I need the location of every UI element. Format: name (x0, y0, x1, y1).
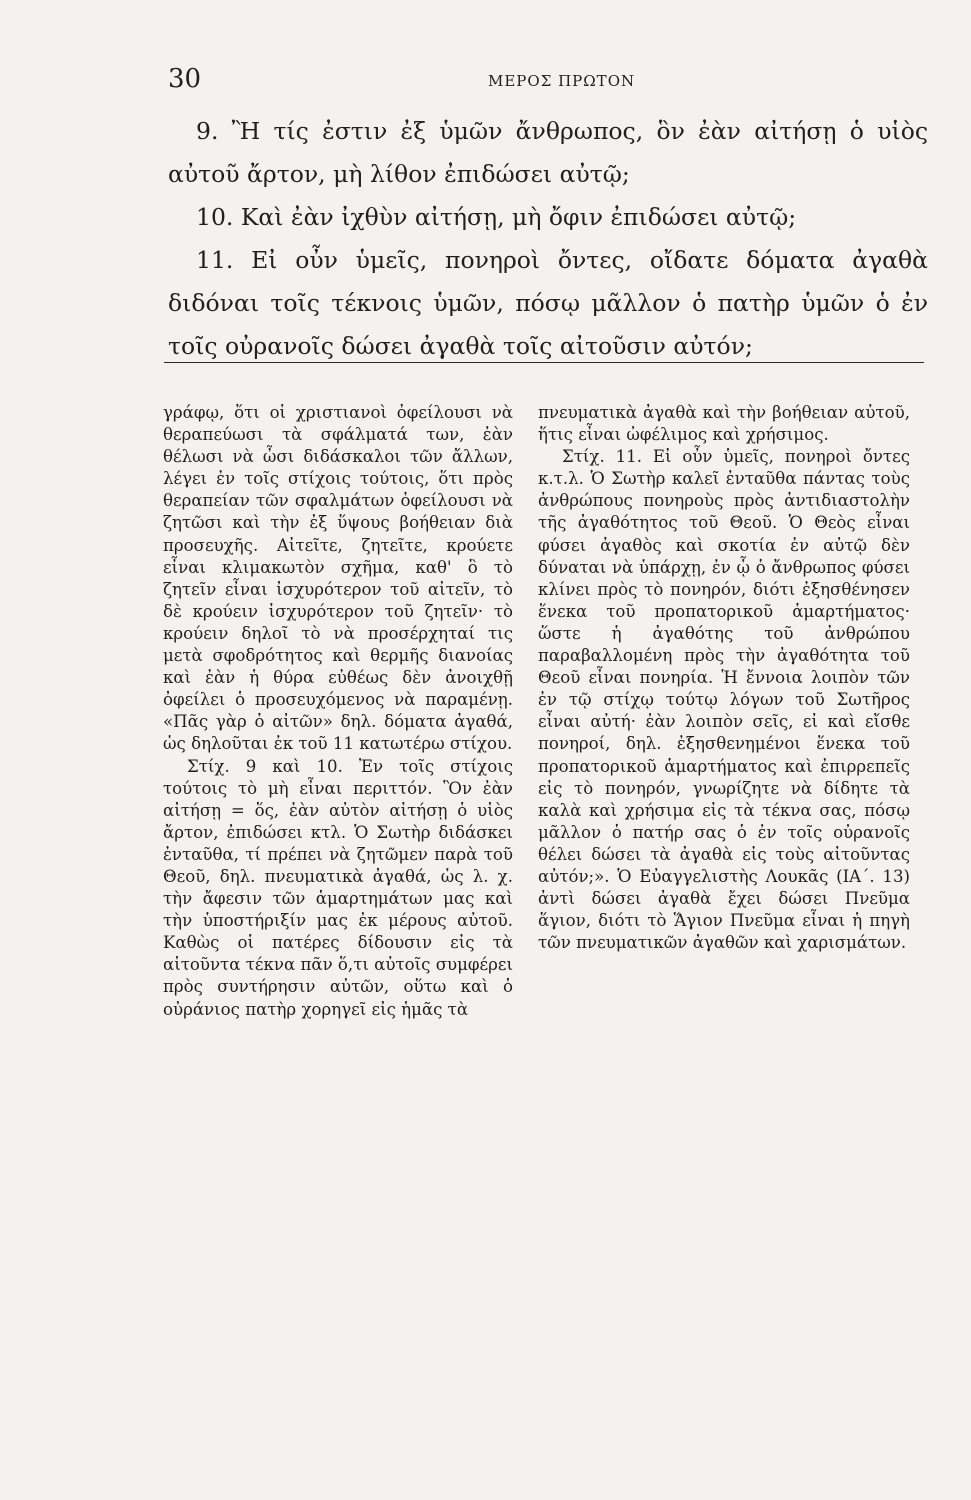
scripture-verses (168, 110, 928, 368)
commentary-right-column (538, 402, 910, 954)
verse-11: 11. Εἰ οὖν ὑμεῖς, πονηροὶ ὄντες, οἴδατε δόματα ἀγαθὰ διδόναι τοῖς τέκνοις ὑμῶν, πόσῳ μᾶλλον ὁ πατὴρ ὑμῶν ὁ ἐν τοῖς οὐρανοῖς δώσει ἀγαθὰ τοῖς αἰτοῦσιν αὐτόν; (168, 246, 928, 360)
verse-10: 10. Καὶ ἐὰν ἰχθὺν αἰτήσῃ, μὴ ὄφιν ἐπιδώσει αὐτῷ; (196, 203, 797, 231)
commentary-left-column (163, 402, 513, 1021)
commentary-paragraph: πνευματικὰ ἀγαθὰ καὶ τὴν βοήθειαν αὐτοῦ, ἥτις εἶναι ὠφέλιμος καὶ χρήσιμος. (538, 403, 910, 445)
verse-9: 9. Ἢ τίς ἐστιν ἐξ ὑμῶν ἄνθρωπος, ὃν ἐὰν αἰτήσῃ ὁ υἱὸς αὐτοῦ ἄρτον, μὴ λίθον ἐπιδώσει αὐτῷ; (168, 117, 928, 188)
commentary-paragraph: Στίχ. 11. Εἰ οὖν ὑμεῖς, πονηροὶ ὄντες κ.τ.λ. Ὁ Σωτὴρ καλεῖ ἐνταῦθα πάντας τοὺς ἀνθρώπους πονηροὺς πρὸς ἀντιδιαστολὴν τῆς ἀγαθότητος τοῦ Θεοῦ. Ὁ Θεὸς εἶναι φύσει ἀγαθὸς καὶ σκοτία ἐν αὐτῷ δὲν δύναται νὰ ὑπάρχῃ, ἐν ᾧ ὁ ἄνθρωπος φύσει κλίνει πρὸς τὸ πονηρόν, διότι ἐξησθένησεν ἕνεκα τοῦ προπατορικοῦ ἁμαρτήματος· ὥστε ἡ ἀγαθότης τοῦ ἀνθρώπου παραβαλλομένη πρὸς τὴν ἀγαθότητα τοῦ Θεοῦ εἶναι πονηρία. Ἡ ἔννοια λοιπὸν τῶν ἐν τῷ στίχῳ τούτῳ λόγων τοῦ Σωτῆρος εἶναι αὐτή· ἐὰν λοιπὸν σεῖς, εἰ καὶ εἴσθε πονηροί, δηλ. ἐξησθενημένοι ἕνεκα τοῦ προπατορικοῦ ἁμαρτήματος καὶ ἐπιρρεπεῖς εἰς τὸ πονηρόν, γνωρίζητε νὰ δίδητε τὰ καλὰ καὶ χρήσιμα εἰς τὰ τέκνα σας, πόσῳ μᾶλλον ὁ πατήρ σας ὁ ἐν τοῖς οὐρανοῖς θέλει δώσει τὰ ἀγαθὰ εἰς τοὺς αἰτοῦντας αὐτόν;». Ὁ Εὐαγγελιστὴς Λουκᾶς (ΙΑ΄. 13) ἀντὶ δώσει ἀγαθὰ ἔχει δώσει Πνεῦμα ἅγιον, διότι τὸ Ἅγιον Πνεῦμα εἶναι ἡ πηγὴ τῶν πνευματικῶν ἀγαθῶν καὶ χαρισμάτων. (538, 447, 910, 953)
running-head: ΜΕΡΟΣ ΠΡΩΤΟΝ (488, 72, 636, 90)
commentary-paragraph: γράφῳ, ὅτι οἱ χριστιανοὶ ὀφείλουσι νὰ θεραπεύωσι τὰ σφάλματά των, ἐὰν θέλωσι νὰ ὦσι διδάσκαλοι τῶν ἄλλων, λέγει ἐν τοῖς στίχοις τούτοις, ὅτι πρὸς θεραπείαν τῶν σφαλμάτων ὀφείλουσι νὰ ζητῶσι καὶ τὴν ἐξ ὕψους βοήθειαν διὰ προσευχῆς. Αἰτεῖτε, ζητεῖτε, κρούετε εἶναι κλιμακωτὸν σχῆμα, καθ' ὃ τὸ ζητεῖν εἶναι ἰσχυρότερον τοῦ αἰτεῖν, τὸ δὲ κρούειν ἰσχυρότερον τοῦ ζητεῖν· τὸ κρούειν δηλοῖ τὸ νὰ προσέρχηταί τις μετὰ σφοδρότητος καὶ θερμῆς διανοίας καὶ ἐὰν ἡ θύρα εὐθέως δὲν ἀνοιχθῇ ὀφείλει ὁ προσευχόμενος νὰ παραμένῃ. «Πᾶς γὰρ ὁ αἰτῶν» δηλ. δόματα ἀγαθά, ὡς δηλοῦται ἐκ τοῦ 11 κατωτέρω στίχου. (163, 403, 513, 754)
commentary-paragraph: Στίχ. 9 καὶ 10. Ἐν τοῖς στίχοις τούτοις τὸ μὴ εἶναι περιττόν. Ὃν ἐὰν αἰτήσῃ = ὅς, ἐὰν αὐτὸν αἰτήσῃ ὁ υἱὸς ἄρτον, ἐπιδώσει κτλ. Ὁ Σωτὴρ διδάσκει ἐνταῦθα, τί πρέπει νὰ ζητῶμεν παρὰ τοῦ Θεοῦ, δηλ. πνευματικὰ ἀγαθά, ὡς λ. χ. τὴν ἄφεσιν τῶν ἁμαρτημάτων μας καὶ τὴν ὑποστήριξίν μας ἐκ μέρους αὐτοῦ. Καθὼς οἱ πατέρες δίδουσιν εἰς τὰ αἰτοῦντα τέκνα πᾶν ὅ,τι αὐτοῖς συμφέρει πρὸς συντήρησιν αὐτῶν, οὕτω καὶ ὁ οὐράνιος πατὴρ χορηγεῖ εἰς ἡμᾶς τὰ (163, 756, 513, 1019)
section-divider (164, 362, 924, 363)
page-number: 30 (168, 64, 202, 94)
